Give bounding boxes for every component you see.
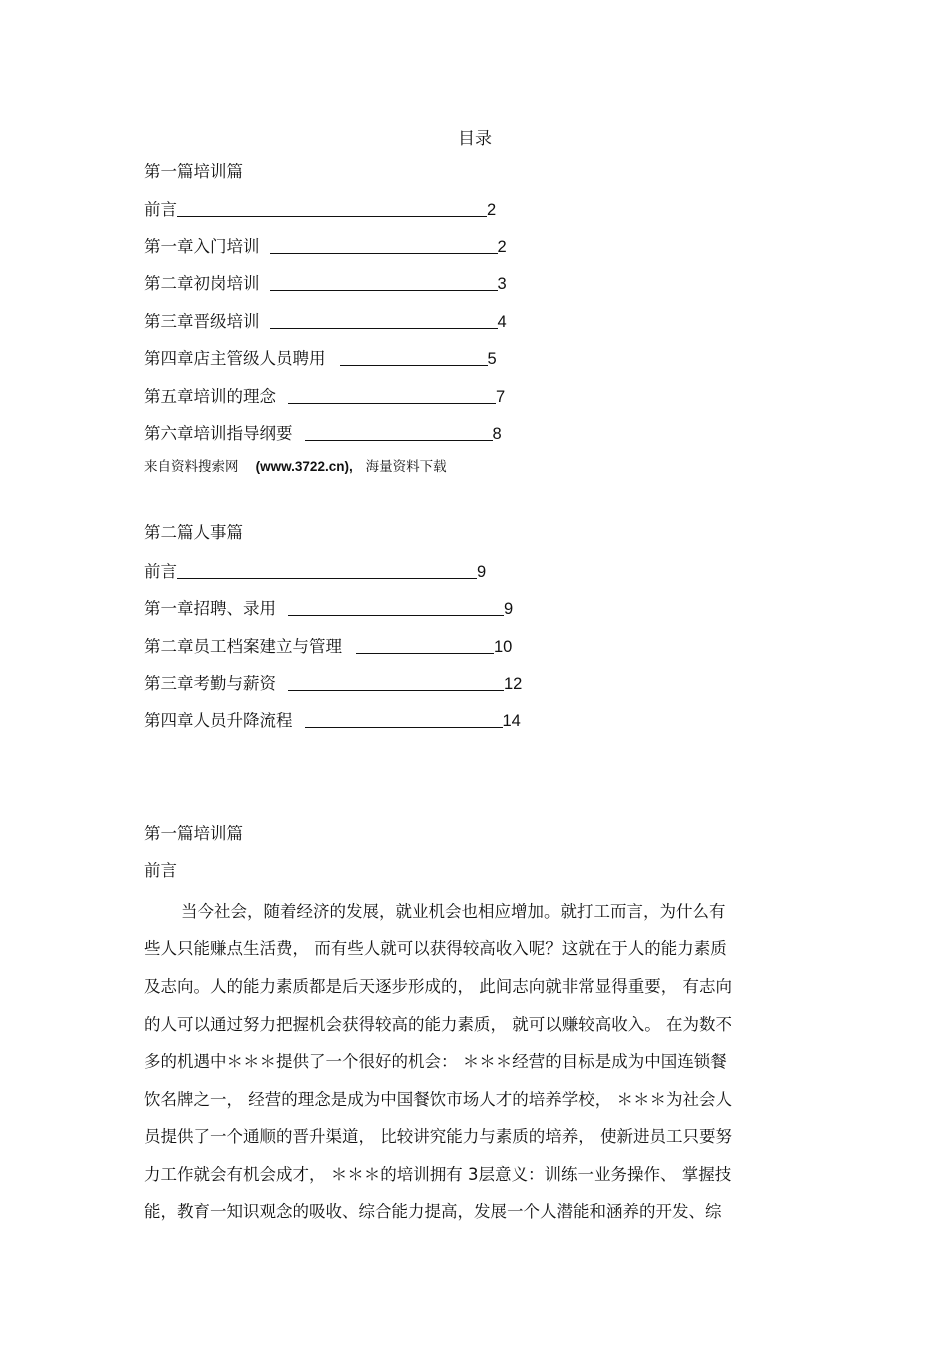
source-note-suffix: 海量资料下载	[365, 459, 447, 475]
paragraph-line: 及志向。人的能力素质都是后天逐步形成的， 此间志向就非常显得重要， 有志向	[144, 977, 732, 996]
toc-leader-line	[177, 577, 477, 579]
toc-leader-line	[305, 726, 503, 728]
toc-title: 目录	[458, 129, 492, 149]
toc-entry	[144, 386, 505, 408]
toc-entry-label: 第一章入门培训	[144, 237, 260, 256]
toc-entry	[144, 636, 512, 658]
toc-entry	[144, 598, 513, 620]
toc-part2-heading: 第二篇人事篇	[144, 523, 243, 542]
toc-leader-line	[288, 402, 496, 404]
toc-entry-label: 前言	[144, 562, 177, 581]
toc-entry-label: 第四章店主管级人员聘用	[144, 349, 326, 368]
toc-entry-page: 14	[502, 712, 521, 730]
toc-entry-label: 第二章员工档案建立与管理	[144, 637, 342, 656]
paragraph-line: 的人可以通过努力把握机会获得较高的能力素质， 就可以赚较高收入。 在为数不	[144, 1015, 732, 1034]
toc-entry-page: 9	[504, 600, 514, 618]
paragraph-line: 当今社会，随着经济的发展，就业机会也相应增加。就打工而言，为什么有	[181, 902, 726, 921]
paragraph-line: 力工作就会有机会成才， ＊＊＊的培训拥有 3层意义：训练一业务操作、 掌握技	[144, 1165, 732, 1184]
toc-leader-line	[288, 689, 504, 691]
toc-entry	[144, 348, 497, 370]
toc-entry-page: 8	[492, 425, 502, 443]
toc-leader-line	[305, 439, 493, 441]
toc-entry	[144, 423, 502, 445]
toc-part1-heading: 第一篇培训篇	[144, 162, 243, 181]
toc-leader-line	[270, 327, 498, 329]
paragraph-line: 能，教育一知识观念的吸收、综合能力提高，发展一个人潜能和涵养的开发、综	[144, 1202, 722, 1221]
toc-entry-page: 3	[497, 275, 507, 293]
paragraph-line: 些人只能赚点生活费， 而有些人就可以获得较高收入呢？这就在于人的能力素质	[144, 939, 727, 958]
toc-entry-page: 10	[494, 638, 513, 656]
toc-entry-label: 第五章培训的理念	[144, 387, 276, 406]
body-part-heading: 第一篇培训篇	[144, 824, 243, 843]
paragraph-line: 多的机遇中＊＊＊提供了一个很好的机会： ＊＊＊经营的目标是成为中国连锁餐	[144, 1052, 727, 1071]
toc-entry-page: 4	[497, 313, 507, 331]
toc-entry-label: 前言	[144, 200, 177, 219]
toc-entry-page: 2	[497, 238, 507, 256]
toc-entry-label: 第三章晋级培训	[144, 312, 260, 331]
toc-entry-label: 第三章考勤与薪资	[144, 674, 276, 693]
source-note-prefix: 来自资料搜索网	[144, 459, 239, 475]
toc-entry-page: 2	[487, 201, 497, 219]
toc-entry-label: 第一章招聘、录用	[144, 599, 276, 618]
toc-leader-line	[270, 289, 498, 291]
toc-entry-page: 12	[504, 675, 523, 693]
toc-entry	[144, 273, 507, 295]
body-section-heading: 前言	[144, 861, 177, 880]
toc-leader-line	[288, 614, 504, 616]
toc-entry	[144, 561, 486, 583]
toc-entry-label: 第六章培训指导纲要	[144, 424, 293, 443]
toc-entry-label: 第二章初岗培训	[144, 274, 260, 293]
toc-entry-page: 5	[487, 350, 497, 368]
source-note-site: (www.3722.cn),	[255, 459, 353, 474]
toc-entry-page: 7	[496, 388, 506, 406]
toc-entry	[144, 199, 496, 221]
toc-entry-page: 9	[477, 563, 487, 581]
toc-leader-line	[340, 364, 488, 366]
toc-leader-line	[177, 215, 487, 217]
toc-entry	[144, 311, 507, 333]
source-note	[144, 455, 447, 475]
toc-entry	[144, 710, 521, 732]
paragraph-line: 饮名牌之一， 经营的理念是成为中国餐饮市场人才的培养学校， ＊＊＊为社会人	[144, 1090, 732, 1109]
toc-leader-line	[356, 652, 494, 654]
toc-entry	[144, 236, 507, 258]
toc-entry-label: 第四章人员升降流程	[144, 711, 293, 730]
toc-entry	[144, 673, 522, 695]
toc-leader-line	[270, 252, 498, 254]
paragraph-line: 员提供了一个通顺的晋升渠道， 比较讲究能力与素质的培养， 使新进员工只要努	[144, 1127, 732, 1146]
